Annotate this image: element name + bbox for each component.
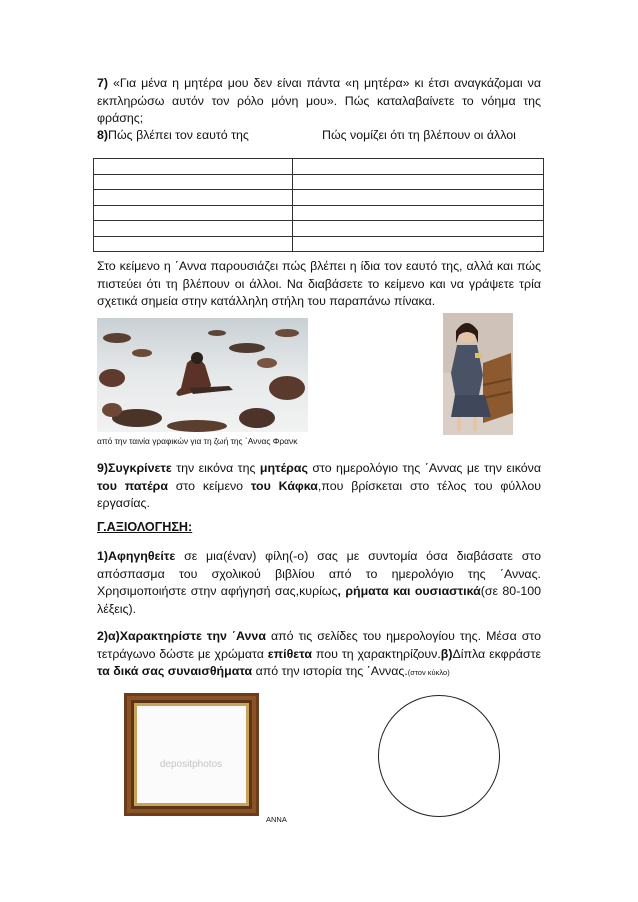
picture-frame[interactable] — [124, 693, 259, 816]
table-row — [94, 190, 544, 206]
e2-bold-feelings: τα δικά σας συναισθήματα — [97, 664, 253, 678]
anna-label: ΑΝΝΑ — [266, 815, 287, 824]
table-row — [94, 174, 544, 190]
q9-verb: 9)Συγκρίνετε — [97, 461, 172, 475]
image-caption: από την ταινία γραφικών για τη ζωή της ΄Αννας Φρανκ — [97, 436, 298, 446]
q7-number: 7) — [97, 76, 109, 90]
q9-text: ,που βρίσκεται στο τέλος του φύλλου εργασίας. — [97, 478, 542, 510]
section-title: Γ.ΑΞΙΟΛΟΓΗΣΗ: — [97, 520, 193, 534]
table-cell[interactable] — [94, 205, 293, 221]
table-cell[interactable] — [94, 190, 293, 206]
e2-bold-anna: 2)α)Χαρακτηρίστε την ΄Αννα — [97, 629, 266, 643]
question-9 — [97, 460, 541, 513]
q8-right-header: Πώς νομίζει ότι τη βλέπουν οι άλλοι — [322, 128, 516, 142]
table-cell[interactable] — [94, 159, 293, 175]
table-cell[interactable] — [94, 174, 293, 190]
e1-bold: , ρήματα και ουσιαστικά — [337, 584, 481, 598]
table-cell[interactable] — [293, 190, 544, 206]
q9-bold-kafka: του Κάφκα — [250, 478, 318, 493]
evaluation-question-2 — [97, 628, 541, 682]
feelings-circle[interactable] — [378, 695, 500, 817]
q8-left-header: Πώς βλέπει τον εαυτό της — [108, 128, 249, 142]
answer-table — [93, 158, 544, 252]
table-cell[interactable] — [293, 236, 544, 252]
q9-text: στο κείμενο — [167, 478, 251, 493]
e2-text: Δίπλα εκφράστε — [452, 646, 541, 661]
table-row — [94, 236, 544, 252]
e1-text: (σε 80-100 λέξεις). — [97, 584, 541, 616]
table-cell[interactable] — [293, 205, 544, 221]
frame-watermark: depositphotos — [159, 759, 223, 770]
e2-bold-adjectives: επίθετα — [267, 646, 312, 661]
table-cell[interactable] — [293, 221, 544, 237]
e2-bold-b: β) — [440, 646, 453, 661]
e2-circle-note: (στον κύκλο) — [407, 668, 450, 677]
q9-bold-father: του πατέρα — [97, 478, 168, 493]
doll-image — [443, 313, 513, 435]
e1-text: σε μια(έναν) φίλη(-ο) σας με συντομία όσα διαβάσατε στο απόσπασμα του σχολικού βιβλίου από το ημερολόγιο της ΄Αννας. Χρησιμοποιήστε στην αφήγησή σας,κυρίως — [97, 549, 541, 598]
q8-number: 8) — [97, 128, 109, 142]
table-row — [94, 221, 544, 237]
table-row — [94, 159, 544, 175]
q9-text: στο ημερολόγιο της ΄Αννας με την εικόνα — [307, 461, 541, 475]
e1-verb: 1)Αφηγηθείτε — [97, 549, 176, 563]
table-cell[interactable] — [94, 236, 293, 252]
question-8-headers — [97, 128, 541, 142]
table-row — [94, 205, 544, 221]
instruction-note: Στο κείμενο η ΄Αννα παρουσιάζει πώς βλέπει η ίδια τον εαυτό της, αλλά και πώς πιστεύει ότι τη βλέπουν οι άλλοι. Να διαβάσετε το κείμενο και να γράψετε τρία σχετικά σημεία στην κατάλληλη στήλη του παραπάνω πίνακα. — [97, 259, 541, 308]
e2-text: από την ιστορία της ΄Αννας. — [252, 664, 408, 678]
q9-bold-mother: μητέρας — [259, 461, 308, 475]
q7-text: «Για μένα η μητέρα μου δεν είναι πάντα «η μητέρα» κι έτσι αναγκάζομαι να εκπληρώσω αυτόν τον ρόλο μόνη μου». Πώς καταλαβαίνετε το νόημα της φράσης; — [97, 76, 541, 125]
table-cell[interactable] — [94, 221, 293, 237]
e2-text: που τη χαρακτηρίζουν. — [311, 646, 441, 661]
table-cell[interactable] — [293, 159, 544, 175]
q9-text: την εικόνα της — [171, 461, 260, 475]
movie-still-image — [97, 318, 308, 432]
table-cell[interactable] — [293, 174, 544, 190]
e2-text: από τις σελίδες του ημερολογίου της. Μέσα στο τετράγωνο δώστε με χρώματα — [97, 629, 541, 661]
question-7 — [97, 75, 541, 128]
evaluation-question-1 — [97, 548, 541, 618]
